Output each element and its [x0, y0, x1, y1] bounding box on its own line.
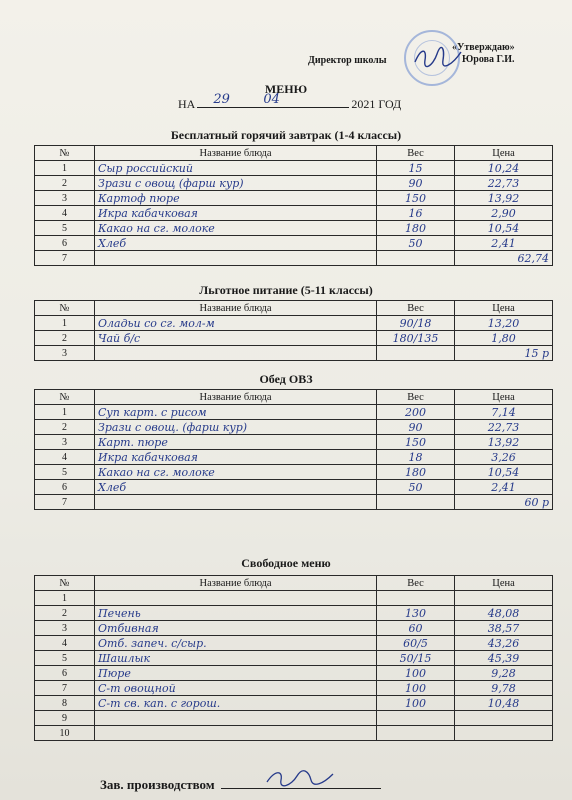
- dish-weight: [377, 726, 455, 741]
- dish-weight: [377, 591, 455, 606]
- dish-name: Карт. пюре: [95, 435, 377, 450]
- dish-name: [95, 591, 377, 606]
- approval-label: «Утверждаю»: [452, 42, 515, 53]
- dish-price: 2,90: [455, 206, 553, 221]
- date-suffix: 2021 ГОД: [351, 97, 402, 111]
- dish-name: [95, 346, 377, 361]
- dish-weight: 90: [377, 420, 455, 435]
- col-num-header: №: [35, 146, 95, 161]
- row-num: 2: [35, 420, 95, 435]
- row-num: 7: [35, 251, 95, 266]
- menu-table-ovz-lunch: [34, 389, 553, 510]
- dish-price: 38,57: [455, 621, 553, 636]
- row-num: 7: [35, 681, 95, 696]
- dish-weight: [377, 251, 455, 266]
- dish-weight: [377, 711, 455, 726]
- director-signature: [413, 44, 463, 70]
- dish-name: Отбивная: [95, 621, 377, 636]
- manager-signature: [265, 768, 335, 788]
- col-name-header: Название блюда: [95, 301, 377, 316]
- col-price-header: Цена: [455, 390, 553, 405]
- table-row: [35, 435, 553, 450]
- row-num: 4: [35, 636, 95, 651]
- dish-weight: 90/18: [377, 316, 455, 331]
- dish-name: Суп карт. с рисом: [95, 405, 377, 420]
- col-name-header: Название блюда: [95, 576, 377, 591]
- row-num: 3: [35, 346, 95, 361]
- col-price-header: Цена: [455, 146, 553, 161]
- table-row: [35, 651, 553, 666]
- dish-price: 10,48: [455, 696, 553, 711]
- menu-date-line: [178, 92, 402, 112]
- dish-weight: 50: [377, 480, 455, 495]
- dish-price: [455, 726, 553, 741]
- row-num: 6: [35, 236, 95, 251]
- dish-weight: 100: [377, 681, 455, 696]
- date-blank: [197, 92, 349, 108]
- dish-price: 10,54: [455, 465, 553, 480]
- dish-price: 43,26: [455, 636, 553, 651]
- row-num: 8: [35, 696, 95, 711]
- row-num: 2: [35, 331, 95, 346]
- dish-name: Оладьи со сг. мол-м: [95, 316, 377, 331]
- row-num: 10: [35, 726, 95, 741]
- dish-name: Зрази с овощ. (фарш кур): [95, 420, 377, 435]
- signature-blank: [221, 776, 381, 789]
- dish-price: 13,92: [455, 435, 553, 450]
- row-num: 6: [35, 666, 95, 681]
- dish-weight: 130: [377, 606, 455, 621]
- col-num-header: №: [35, 576, 95, 591]
- table-row: [35, 450, 553, 465]
- dish-name: Хлеб: [95, 480, 377, 495]
- section-title: Льготное питание (5-11 классы): [199, 283, 373, 297]
- table-row: [35, 606, 553, 621]
- menu-table-subsidized: [34, 300, 553, 361]
- dish-weight: 60/5: [377, 636, 455, 651]
- dish-name: Икра кабачковая: [95, 206, 377, 221]
- row-num: 4: [35, 206, 95, 221]
- row-num: 3: [35, 621, 95, 636]
- col-name-header: Название блюда: [95, 146, 377, 161]
- table-row-total: [35, 251, 553, 266]
- table-header-row: [35, 576, 553, 591]
- dish-price: 45,39: [455, 651, 553, 666]
- table-row: [35, 711, 553, 726]
- dish-weight: 50: [377, 236, 455, 251]
- dish-name: Шашлык: [95, 651, 377, 666]
- director-position: Директор школы: [308, 55, 387, 66]
- row-num: 2: [35, 606, 95, 621]
- row-num: 1: [35, 405, 95, 420]
- table-row: [35, 591, 553, 606]
- dish-price: [455, 591, 553, 606]
- dish-price: 7,14: [455, 405, 553, 420]
- dish-name: Икра кабачковая: [95, 450, 377, 465]
- dish-name: Зрази с овощ (фарш кур): [95, 176, 377, 191]
- date-day: 29: [213, 92, 230, 107]
- col-num-header: №: [35, 301, 95, 316]
- total-price: 15 р: [455, 346, 553, 361]
- dish-price: 2,41: [455, 236, 553, 251]
- section-title: Свободное меню: [241, 556, 331, 570]
- dish-weight: 90: [377, 176, 455, 191]
- row-num: 5: [35, 651, 95, 666]
- menu-table-free-breakfast: [34, 145, 553, 266]
- row-num: 6: [35, 480, 95, 495]
- dish-price: 48,08: [455, 606, 553, 621]
- dish-price: 9,78: [455, 681, 553, 696]
- table-row: [35, 331, 553, 346]
- table-row: [35, 636, 553, 651]
- col-name-header: Название блюда: [95, 390, 377, 405]
- total-price: 60 р: [455, 495, 553, 510]
- dish-weight: 100: [377, 696, 455, 711]
- table-header-row: [35, 146, 553, 161]
- dish-weight: 180/135: [377, 331, 455, 346]
- dish-weight: 16: [377, 206, 455, 221]
- dish-price: 3,26: [455, 450, 553, 465]
- dish-weight: 15: [377, 161, 455, 176]
- table-row: [35, 221, 553, 236]
- dish-weight: 200: [377, 405, 455, 420]
- row-num: 1: [35, 591, 95, 606]
- dish-price: 13,20: [455, 316, 553, 331]
- row-num: 5: [35, 221, 95, 236]
- dish-weight: [377, 346, 455, 361]
- footer-signature-line: [100, 776, 381, 793]
- row-num: 3: [35, 191, 95, 206]
- dish-price: 10,24: [455, 161, 553, 176]
- dish-name: С-т овощной: [95, 681, 377, 696]
- row-num: 1: [35, 316, 95, 331]
- total-price: 62,74: [455, 251, 553, 266]
- row-num: 4: [35, 450, 95, 465]
- table-row: [35, 726, 553, 741]
- dish-weight: 180: [377, 221, 455, 236]
- dish-name: С-т св. кап. с горош.: [95, 696, 377, 711]
- dish-price: 1,80: [455, 331, 553, 346]
- dish-name: Какао на сг. молоке: [95, 221, 377, 236]
- dish-price: 22,73: [455, 176, 553, 191]
- col-weight-header: Вес: [377, 576, 455, 591]
- table-row-total: [35, 495, 553, 510]
- date-prefix: НА: [178, 97, 196, 111]
- col-num-header: №: [35, 390, 95, 405]
- table-row: [35, 191, 553, 206]
- dish-weight: [377, 495, 455, 510]
- menu-title: МЕНЮ: [264, 82, 308, 96]
- dish-name: [95, 495, 377, 510]
- dish-weight: 60: [377, 621, 455, 636]
- table-row: [35, 621, 553, 636]
- table-row: [35, 176, 553, 191]
- dish-name: Пюре: [95, 666, 377, 681]
- dish-weight: 150: [377, 435, 455, 450]
- dish-name: Какао на сг. молоке: [95, 465, 377, 480]
- dish-name: Отб. запеч. с/сыр.: [95, 636, 377, 651]
- dish-weight: 150: [377, 191, 455, 206]
- row-num: 5: [35, 465, 95, 480]
- col-weight-header: Вес: [377, 390, 455, 405]
- table-row: [35, 316, 553, 331]
- table-header-row: [35, 301, 553, 316]
- dish-price: 22,73: [455, 420, 553, 435]
- dish-weight: 18: [377, 450, 455, 465]
- footer-label: Зав. производством: [100, 777, 215, 792]
- row-num: 9: [35, 711, 95, 726]
- table-row: [35, 480, 553, 495]
- dish-name: [95, 251, 377, 266]
- dish-name: [95, 726, 377, 741]
- table-row: [35, 206, 553, 221]
- table-row-total: [35, 346, 553, 361]
- dish-name: Хлеб: [95, 236, 377, 251]
- row-num: 3: [35, 435, 95, 450]
- table-row: [35, 465, 553, 480]
- table-row: [35, 420, 553, 435]
- col-price-header: Цена: [455, 301, 553, 316]
- col-price-header: Цена: [455, 576, 553, 591]
- table-header-row: [35, 390, 553, 405]
- section-title: Обед ОВЗ: [259, 372, 313, 386]
- date-month: 04: [263, 92, 280, 107]
- director-name: Юрова Г.И.: [462, 54, 515, 65]
- section-title: Бесплатный горячий завтрак (1-4 классы): [170, 128, 402, 142]
- col-weight-header: Вес: [377, 146, 455, 161]
- dish-name: [95, 711, 377, 726]
- dish-price: 10,54: [455, 221, 553, 236]
- dish-weight: 100: [377, 666, 455, 681]
- menu-table-free-menu: [34, 575, 553, 741]
- dish-name: Чай б/с: [95, 331, 377, 346]
- dish-price: 9,28: [455, 666, 553, 681]
- row-num: 1: [35, 161, 95, 176]
- table-row: [35, 666, 553, 681]
- table-row: [35, 405, 553, 420]
- table-row: [35, 236, 553, 251]
- col-weight-header: Вес: [377, 301, 455, 316]
- row-num: 2: [35, 176, 95, 191]
- dish-price: [455, 711, 553, 726]
- row-num: 7: [35, 495, 95, 510]
- dish-name: Картоф пюре: [95, 191, 377, 206]
- table-row: [35, 161, 553, 176]
- table-row: [35, 681, 553, 696]
- dish-price: 13,92: [455, 191, 553, 206]
- dish-name: Печень: [95, 606, 377, 621]
- table-row: [35, 696, 553, 711]
- dish-weight: 50/15: [377, 651, 455, 666]
- dish-weight: 180: [377, 465, 455, 480]
- dish-name: Сыр российский: [95, 161, 377, 176]
- dish-price: 2,41: [455, 480, 553, 495]
